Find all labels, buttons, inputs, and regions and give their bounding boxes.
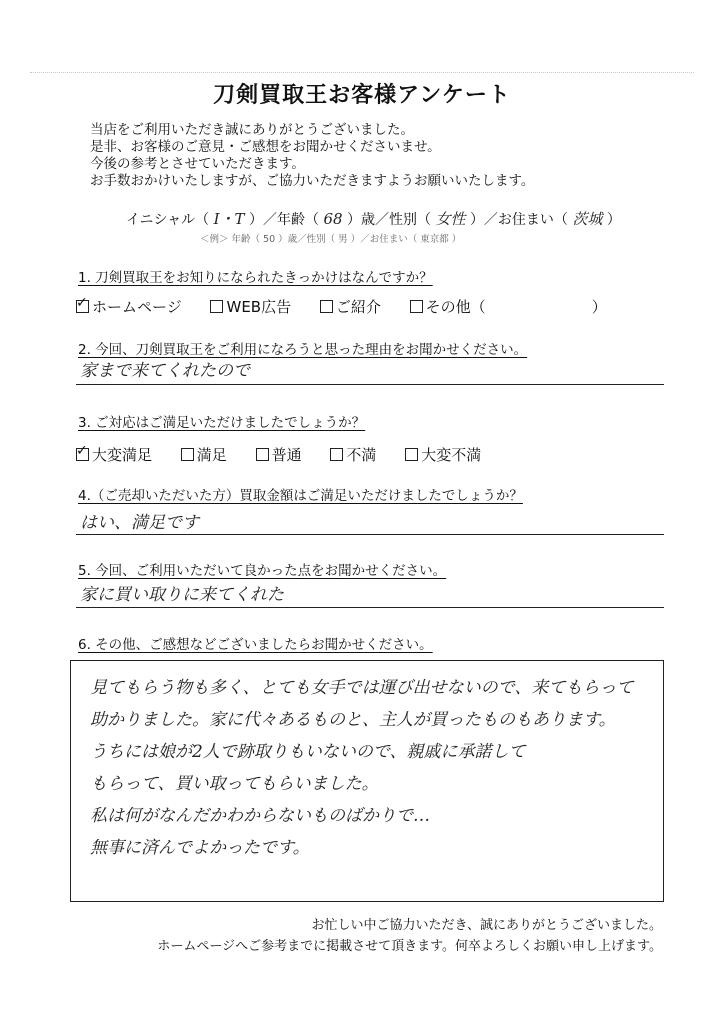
comment-line: 助かりました。家に代々あるものと、主人が買ったものもあります。 <box>90 710 616 730</box>
option-label: ホームページ <box>92 298 182 316</box>
comment-text <box>90 672 633 864</box>
option-label: 大変不満 <box>421 446 482 464</box>
comment-line: 私は何がなんだかわからないものばかりで… <box>90 806 430 826</box>
q1-option-other[interactable] <box>410 296 607 317</box>
q3-option-very-dissatisfied[interactable] <box>405 444 481 465</box>
answer-4: はい、満足です <box>80 513 199 533</box>
q1-option-referral[interactable] <box>320 296 381 317</box>
answer-5: 家に買い取りに来てくれた <box>80 585 284 605</box>
comment-line: うちには娘が2人で跡取りもいないので、親戚に承諾して <box>90 742 526 762</box>
question-1: 1. 刀剣買取王をお知りになられたきっかけはなんですか？ <box>78 270 433 286</box>
intro-text <box>90 122 534 190</box>
question-6: 6. その他、ご感想などございましたらお聞かせください。 <box>78 637 433 653</box>
age-label: ）／年齢（ <box>249 212 320 228</box>
option-label: 普通 <box>271 446 302 464</box>
checkbox-icon[interactable] <box>256 448 269 461</box>
checkbox-checked-icon[interactable] <box>76 448 89 461</box>
checkbox-icon[interactable] <box>181 448 194 461</box>
intro-line: お手数おかけいたしますが、ご協力いただきますようお願いいたします。 <box>90 173 535 189</box>
checkbox-icon[interactable] <box>405 448 418 461</box>
residence-label: ）／お住まい（ <box>469 212 568 228</box>
info-close: ） <box>606 212 621 228</box>
comment-line: もらって、買い取ってもらいました。 <box>90 774 379 794</box>
question-5: 5. 今回、ご利用いただいて良かった点をお聞かせください。 <box>78 563 447 579</box>
option-label: その他（ <box>425 298 486 316</box>
survey-title: 刀剣買取王お客様アンケート <box>213 83 511 108</box>
answer-rule <box>76 384 664 385</box>
intro-line: 当店をご利用いただき誠にありがとうございました。 <box>90 122 414 138</box>
checkbox-icon[interactable] <box>210 300 223 313</box>
respondent-info <box>126 208 621 229</box>
initial-label: イニシャル（ <box>126 212 210 228</box>
answer-rule <box>76 534 664 535</box>
other-close: ） <box>591 298 607 316</box>
residence-value: 茨城 <box>572 210 603 228</box>
question-4: 4.（ご売却いただいた方）買取金額はご満足いただけましたでしょうか？ <box>78 488 523 504</box>
option-label: 満足 <box>196 446 227 464</box>
option-label: WEB広告 <box>226 298 292 316</box>
checkbox-checked-icon[interactable] <box>76 300 89 313</box>
answer-rule <box>76 607 664 608</box>
intro-line: 今後の参考とさせていただきます。 <box>90 156 305 172</box>
q3-option-very-satisfied[interactable] <box>76 444 152 465</box>
comment-line: 無事に済んでよかったです。 <box>90 838 310 858</box>
q1-option-homepage[interactable] <box>76 296 182 317</box>
comment-line: 見てもらう物も多く、とても女手では運び出せないので、来てもらって <box>90 678 634 698</box>
age-value: 68 <box>323 210 343 228</box>
option-label: ご紹介 <box>335 298 381 316</box>
checkbox-icon[interactable] <box>330 448 343 461</box>
option-label: 不満 <box>346 446 377 464</box>
question-2: 2. 今回、刀剣買取王をご利用になろうと思った理由をお聞かせください。 <box>78 342 528 358</box>
q1-options <box>76 296 631 317</box>
q3-options <box>76 444 505 465</box>
initial-value: I・T <box>213 210 245 228</box>
q3-option-neutral[interactable] <box>256 444 302 465</box>
age-suffix: ）歳／性別（ <box>347 212 432 228</box>
gender-value: 女性 <box>435 210 466 228</box>
checkbox-icon[interactable] <box>320 300 333 313</box>
intro-line: 是非、お客様のご意見・ご感想をお聞かせくださいませ。 <box>90 139 441 155</box>
answer-2: 家まで来てくれたので <box>80 361 250 381</box>
footer-notice: ホームページへご参考までに掲載させて頂きます。何卒よろしくお願い申し上げます。 <box>157 939 662 954</box>
q3-option-satisfied[interactable] <box>181 444 227 465</box>
q3-option-dissatisfied[interactable] <box>330 444 376 465</box>
footer-thanks: お忙しい中ご協力いただき、誠にありがとうございました。 <box>311 918 662 933</box>
q1-option-web-ad[interactable] <box>210 296 291 317</box>
info-example: ＜例＞ 年齢（ 50 ）歳／性別（ 男 ）／お住まい（ 東京都 ） <box>200 234 462 245</box>
option-label: 大変満足 <box>92 446 153 464</box>
checkbox-icon[interactable] <box>410 300 423 313</box>
scan-divider <box>30 72 694 73</box>
question-3: 3. ご対応はご満足いただけましたでしょうか？ <box>78 415 366 431</box>
